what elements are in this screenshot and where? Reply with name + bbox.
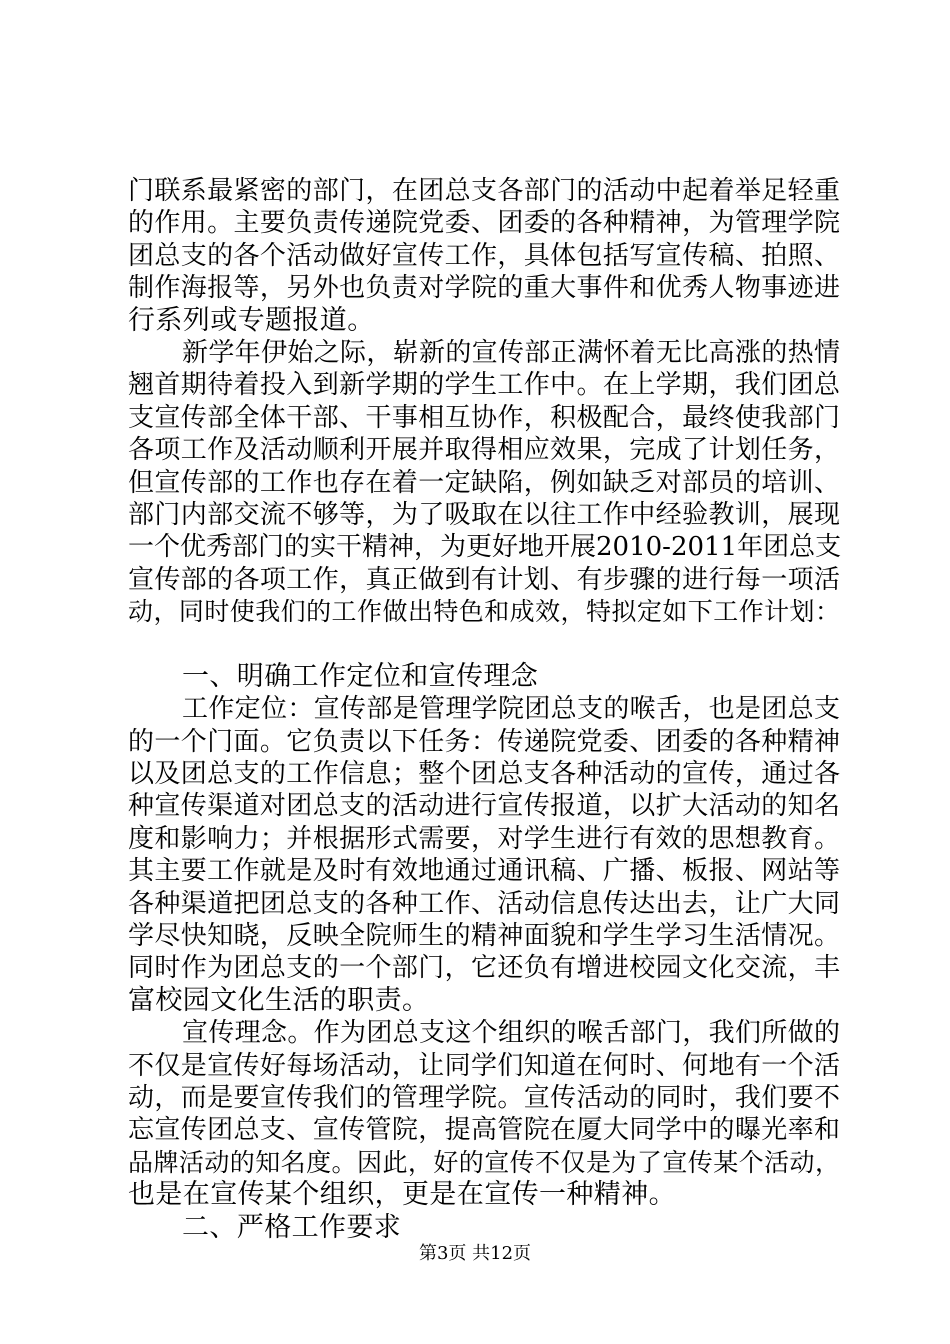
paragraph-work-positioning [128,693,840,1017]
text-line: 门联系最紧密的部门，在团总支各部门的活动中起着举足轻重 [128,176,840,206]
text-line: 动，而是要宣传我们的管理学院。宣传活动的同时，我们要不 [128,1082,840,1113]
text-line: 各项工作及活动顺利开展并取得相应效果，完成了计划任务， [128,435,840,466]
text-line: 不仅是宣传好每场活动，让同学们知道在何时、何地有一个活 [128,1050,840,1081]
text-line: 宣传理念。作为团总支这个组织的喉舌部门，我们所做的 [182,1018,840,1049]
text-line: 也是在宣传某个组织，更是在宣传一种精神。 [128,1179,676,1211]
text-line: 学尽快知晓，反映全院师生的精神面貌和学生学习生活情况。 [128,920,840,951]
text-line: 各种渠道把团总支的各种工作、活动信息传达出去，让广大同 [128,888,840,919]
text-line: 富校园文化生活的职责。 [128,984,430,1016]
text-line: 宣传部的各项工作，真正做到有计划、有步骤的进行每一项活 [128,564,840,595]
text-line: 新学年伊始之际，崭新的宣传部正满怀着无比高涨的热情 [182,337,840,368]
document-body [128,175,840,1244]
heading-line: 一、明确工作定位和宣传理念 [182,660,539,692]
section-heading-1 [128,661,840,693]
text-line: 的作用。主要负责传递院党委、团委的各种精神，为管理学院 [128,208,840,239]
paragraph-publicity-concept [128,1017,840,1211]
text-line: 动，同时使我们的工作做出特色和成效，特拟定如下工作计划： [128,597,840,627]
text-line: 制作海报等，另外也负责对学院的重大事件和优秀人物事迹进 [128,273,840,304]
text-line: 忘宣传团总支、宣传管院，提高管院在厦大同学中的曝光率和 [128,1115,840,1146]
heading-line: 二、严格工作要求 [182,1211,402,1243]
text-line: 支宣传部全体干部、干事相互协作，积极配合，最终使我部门 [128,402,840,433]
section-heading-2 [128,1212,840,1244]
text-line: 一个优秀部门的实干精神，为更好地开展2010-2011年团总支 [128,532,842,563]
text-line: 团总支的各个活动做好宣传工作，具体包括写宣传稿、拍照、 [128,240,840,271]
text-line: 度和影响力；并根据形式需要，对学生进行有效的思想教育。 [128,823,840,854]
text-line: 但宣传部的工作也存在着一定缺陷，例如缺乏对部员的培训、 [128,467,840,498]
text-line: 翘首期待着投入到新学期的学生工作中。在上学期，我们团总 [128,370,840,401]
text-line: 以及团总支的工作信息；整个团总支各种活动的宣传，通过各 [128,759,840,790]
text-line: 其主要工作就是及时有效地通过通讯稿、广播、板报、网站等 [128,856,840,887]
paragraph-spacer [128,628,840,660]
paragraph-intro-continuation [128,175,840,337]
text-line: 种宣传渠道对团总支的活动进行宣传报道，以扩大活动的知名 [128,791,840,822]
text-line: 工作定位：宣传部是管理学院团总支的喉舌，也是团总支 [182,694,840,725]
text-line: 的一个门面。它负责以下任务：传递院党委、团委的各种精神 [128,726,840,757]
text-line: 同时作为团总支的一个部门，它还负有增进校园文化交流，丰 [128,953,840,984]
text-line: 行系列或专题报道。 [128,304,375,336]
paragraph-new-semester [128,337,840,629]
text-line: 品牌活动的知名度。因此，好的宣传不仅是为了宣传某个活动， [128,1147,840,1177]
page-number-footer: 第3页 共12页 [418,1243,532,1264]
text-line: 部门内部交流不够等，为了吸取在以往工作中经验教训，展现 [128,499,840,530]
